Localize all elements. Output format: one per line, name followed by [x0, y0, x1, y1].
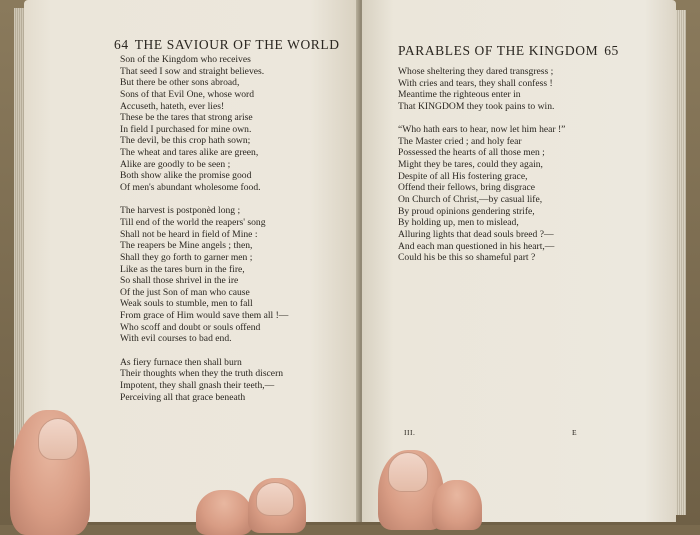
- right-running-head: [398, 43, 619, 59]
- poem-line: In field I purchased for mine own.: [120, 123, 252, 135]
- poem-line: The reapers be Mine angels ; then,: [120, 240, 253, 252]
- left-poem-text: [120, 54, 288, 403]
- poem-line: Whose sheltering they dared transgress ;: [398, 66, 554, 77]
- finger-1: [196, 490, 252, 535]
- poem-line: Alluring lights that dead souls breed ?—: [398, 228, 554, 240]
- poem-line: Weak souls to stumble, men to fall: [120, 298, 253, 310]
- poem-line: Possessed the hearts of all those men ;: [398, 147, 545, 159]
- poem-line: As fiery furnace then shall burn: [120, 356, 242, 368]
- right-poem-text: [398, 66, 565, 264]
- stanza-gap: [120, 345, 288, 357]
- right-running-title: PARABLES OF THE KINGDOM: [398, 43, 599, 58]
- poem-line: From grace of Him would save them all !—: [120, 310, 289, 322]
- poem-line: Shall they go forth to garner men ;: [120, 251, 253, 263]
- finger-2-nail: [256, 482, 294, 516]
- poem-line: Accuseth, hateth, ever lies!: [120, 100, 225, 112]
- poem-line: The wheat and tares alike are green,: [120, 147, 259, 159]
- right-page: [362, 0, 676, 522]
- poem-line: Sons of that Evil One, whose word: [120, 88, 255, 100]
- poem-line: That seed I sow and straight believes.: [120, 65, 265, 77]
- poem-line: That KINGDOM they took pains to win.: [398, 100, 555, 112]
- poem-line: Both show alike the promise good: [120, 170, 252, 182]
- poem-line: Might they be tares, could they again,: [398, 159, 543, 171]
- left-thumb-nail: [38, 418, 78, 460]
- right-thumb-nail: [388, 452, 428, 492]
- poem-line: Their thoughts when they the truth discern: [120, 368, 284, 380]
- poem-line: Like as the tares burn in the fire,: [120, 263, 245, 275]
- finger-3: [432, 480, 482, 530]
- poem-line: Of men's abundant wholesome food.: [120, 182, 261, 194]
- poem-line: So shall those shrivel in the ire: [120, 275, 239, 287]
- poem-line: With evil courses to bad end.: [120, 333, 232, 345]
- signature-mark: III.: [404, 428, 416, 437]
- poem-line: On Church of Christ,—by casual life,: [398, 194, 543, 206]
- poem-line: But there be other sons abroad,: [120, 77, 240, 89]
- poem-line: “Who hath ears to hear, now let him hear !”: [398, 124, 566, 136]
- poem-line: Could his be this so shameful part ?: [398, 252, 536, 264]
- right-page-number: 65: [604, 43, 619, 58]
- left-running-head: [114, 37, 340, 53]
- poem-line: Offend their fellows, bring disgrace: [398, 182, 536, 194]
- poem-line: Son of the Kingdom who receives: [120, 54, 251, 65]
- footer-letter-mark: E: [572, 428, 578, 437]
- right-page-edges: [676, 10, 686, 515]
- stanza-gap: [398, 113, 565, 125]
- open-book: [12, 0, 688, 525]
- poem-line: By proud opinions gendering strife,: [398, 205, 535, 217]
- poem-line: Of the just Son of man who cause: [120, 286, 250, 298]
- poem-line: Meantime the righteous enter in: [398, 89, 521, 101]
- poem-line: Impotent, they shall gnash their teeth,—: [120, 379, 275, 391]
- poem-line: Perceiving all that grace beneath: [120, 391, 246, 403]
- poem-line: These be the tares that strong arise: [120, 112, 253, 124]
- poem-line: The Master cried ; and holy fear: [398, 135, 522, 147]
- poem-line: With cries and tears, they shall confess !: [398, 77, 553, 89]
- poem-line: The devil, be this crop hath sown;: [120, 135, 251, 147]
- poem-line: Till end of the world the reapers' song: [120, 216, 266, 228]
- poem-line: The harvest is postponèd long ;: [120, 205, 241, 217]
- poem-line: Alike are goodly to be seen ;: [120, 158, 231, 170]
- poem-line: Despite of all His fostering grace,: [398, 170, 528, 182]
- poem-line: And each man questioned in his heart,—: [398, 240, 555, 252]
- poem-line: Shall not be heard in field of Mine :: [120, 228, 258, 240]
- left-page-number: 64: [114, 37, 129, 52]
- left-running-title: THE SAVIOUR OF THE WORLD: [134, 37, 340, 52]
- poem-line: By holding up, men to mislead,: [398, 217, 519, 229]
- poem-line: Who scoff and doubt or souls offend: [120, 321, 261, 333]
- stanza-gap: [120, 194, 288, 206]
